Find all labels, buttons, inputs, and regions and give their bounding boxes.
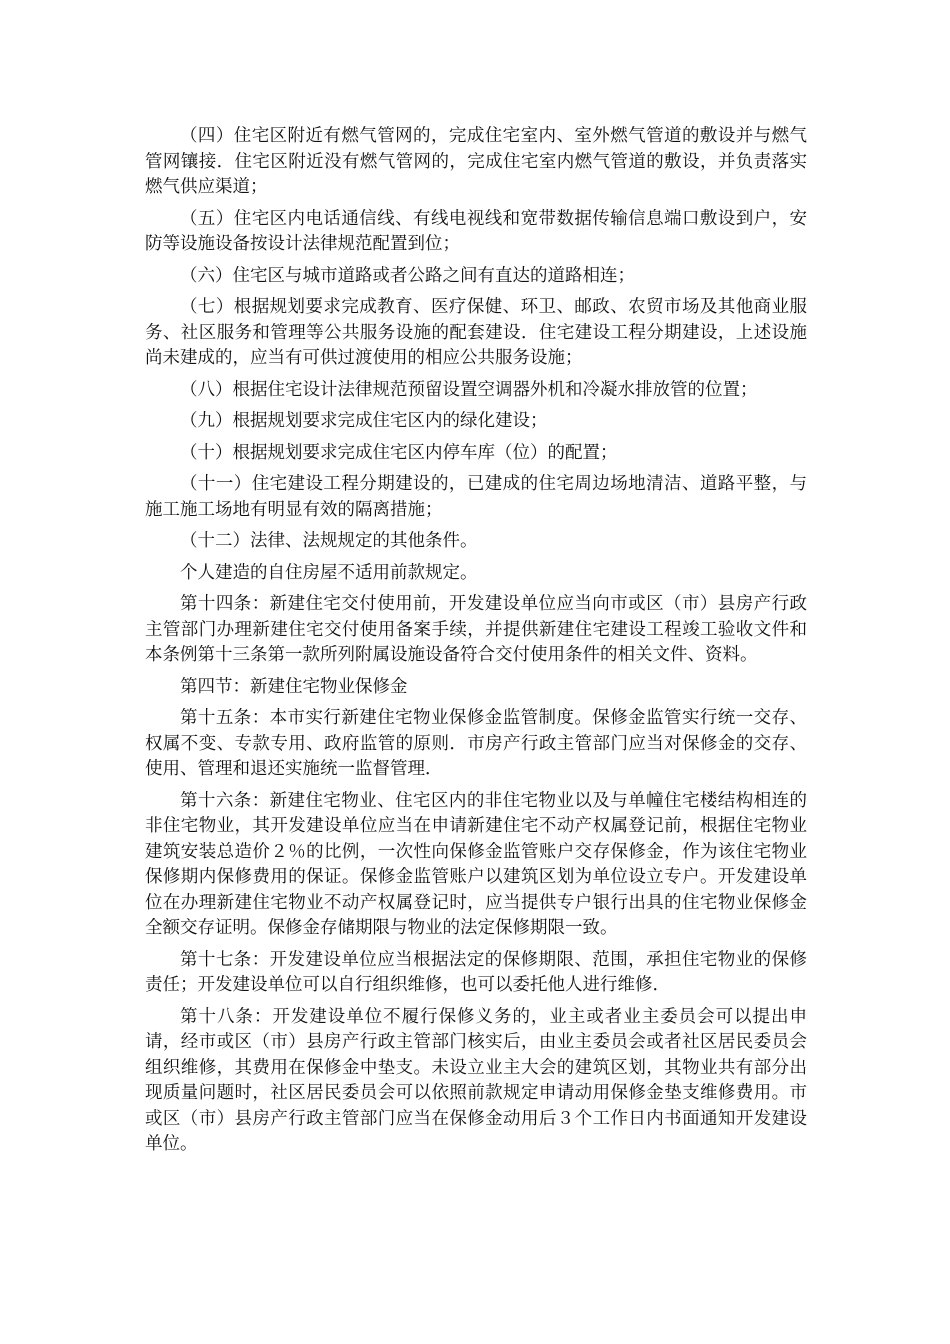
paragraph-clause-12: （十二）法律、法规规定的其他条件。 [180,531,478,551]
paragraph-clause-7: （七）根据规划要求完成教育、医疗保健、环卫、邮政、农贸市场及其他商业服务、社区服务和管理等公共服务设施的配套建设．住宅建设工程分期建设，上述设施尚未建成的，应当有可供过渡使用的相应公共服务设施； [145,297,807,368]
section-heading-4: 第四节：新建住宅物业保修金 [180,676,408,697]
paragraph-article-16: 第十六条：新建住宅物业、住宅区内的非住宅物业以及与单幢住宅楼结构相连的非住宅物业，其开发建设单位应当在申请新建住宅不动产权属登记前，根据住宅物业建筑安装总造价２％的比例，一次性向保修金监管账户交存保修金，作为该住宅物业保修期内保修费用的保证。保修金监管账户以建筑区划为单位设立专户。开发建设单位在办理新建住宅物业不动产权属登记时，应当提供专户银行出具的住宅物业保修金全额交存证明。保修金存储期限与物业的法定保修期限一致。 [145,790,807,938]
document-page [145,124,807,1164]
paragraph-article-18: 第十八条：开发建设单位不履行保修义务的，业主或者业主委员会可以提出申请，经市或区（市）县房产行政主管部门核实后，由业主委员会或者社区居民委员会组织维修，其费用在保修金中垫支。未设立业主大会的建筑区划，其物业共有部分出现质量问题时，社区居民委员会可以依照前款规定申请动用保修金垫支维修费用。市或区（市）县房产行政主管部门应当在保修金动用后３个工作日内书面通知开发建设单位。 [145,1006,807,1154]
paragraph-clause-8: （八）根据住宅设计法律规范预留设置空调器外机和冷凝水排放管的位置； [180,379,758,400]
paragraph-article-15: 第十五条：本市实行新建住宅物业保修金监管制度。保修金监管实行统一交存、权属不变、专款专用、政府监管的原则．市房产行政主管部门应当对保修金的交存、使用、管理和退还实施统一监督管理． [145,708,807,779]
paragraph-clause-11: （十一）住宅建设工程分期建设的，已建成的住宅周边场地清洁、道路平整，与施工施工场地有明显有效的隔离措施； [145,474,807,520]
paragraph-article-17: 第十七条：开发建设单位应当根据法定的保修期限、范围，承担住宅物业的保修责任；开发建设单位可以自行组织维修，也可以委托他人进行维修． [145,949,807,995]
paragraph-article-14: 第十四条：新建住宅交付使用前，开发建设单位应当向市或区（市）县房产行政主管部门办理新建住宅交付使用备案手续，并提供新建住宅建设工程竣工验收文件和本条例第十三条第一款所列附属设施设备符合交付使用条件的相关文件、资料。 [145,594,807,665]
paragraph-clause-9: （九）根据规划要求完成住宅区内的绿化建设； [180,411,548,431]
paragraph-clause-6: （六）住宅区与城市道路或者公路之间有直达的道路相连； [180,265,635,286]
paragraph-clause-4: （四）住宅区附近有燃气管网的，完成住宅室内、室外燃气管道的敷设并与燃气管网镶接．住宅区附近没有燃气管网的，完成住宅室内燃气管道的敷设，并负责落实燃气供应渠道； [145,126,807,197]
paragraph-exception: 个人建造的自住房屋不适用前款规定。 [180,562,478,583]
paragraph-clause-5: （五）住宅区内电话通信线、有线电视线和宽带数据传输信息端口敷设到户，安防等设施设备按设计法律规范配置到位； [145,208,807,254]
paragraph-clause-10: （十）根据规划要求完成住宅区内停车库（位）的配置； [180,442,618,463]
